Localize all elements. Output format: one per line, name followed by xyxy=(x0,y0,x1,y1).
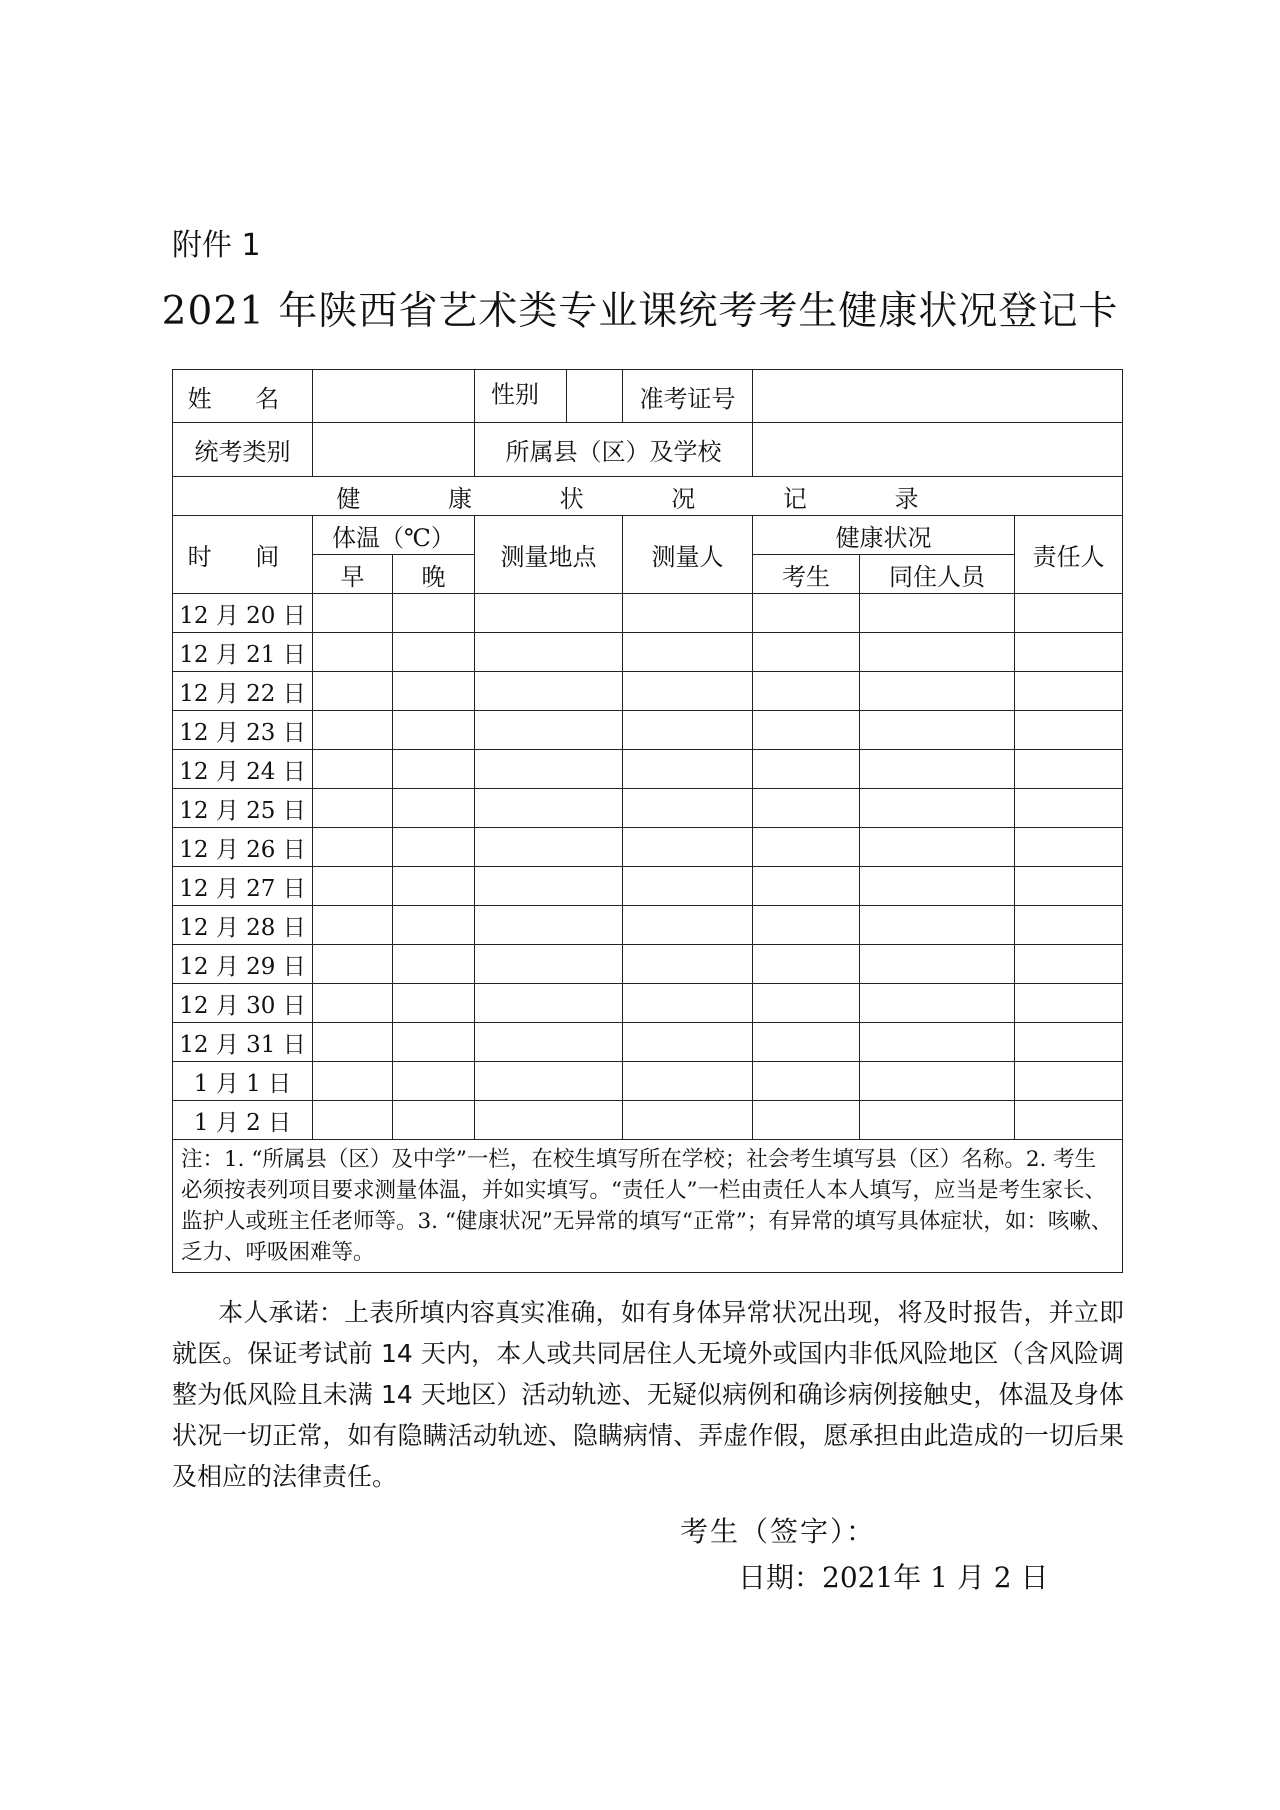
exam-id-field[interactable] xyxy=(753,370,1123,423)
entry-cell[interactable] xyxy=(1015,1062,1123,1101)
entry-cell[interactable] xyxy=(313,789,393,828)
entry-cell[interactable] xyxy=(393,1023,475,1062)
entry-cell[interactable] xyxy=(1015,594,1123,633)
entry-cell[interactable] xyxy=(313,945,393,984)
entry-cell[interactable] xyxy=(475,867,623,906)
entry-cell[interactable] xyxy=(475,945,623,984)
date-cell: 1 月 2 日 xyxy=(173,1101,313,1140)
entry-cell[interactable] xyxy=(1015,1101,1123,1140)
table-row xyxy=(173,750,1123,789)
table-row xyxy=(173,945,1123,984)
date-cell: 12 月 21 日 xyxy=(173,633,313,672)
entry-cell[interactable] xyxy=(313,828,393,867)
entry-cell[interactable] xyxy=(313,711,393,750)
entry-cell[interactable] xyxy=(475,789,623,828)
entry-cell[interactable] xyxy=(313,672,393,711)
date-cell: 12 月 25 日 xyxy=(173,789,313,828)
entry-cell[interactable] xyxy=(393,867,475,906)
entry-cell[interactable] xyxy=(753,1062,860,1101)
entry-cell[interactable] xyxy=(393,1101,475,1140)
entry-cell[interactable] xyxy=(623,945,753,984)
entry-cell[interactable] xyxy=(313,633,393,672)
entry-cell[interactable] xyxy=(753,711,860,750)
entry-cell[interactable] xyxy=(313,1101,393,1140)
date-cell: 12 月 24 日 xyxy=(173,750,313,789)
entry-cell[interactable] xyxy=(860,594,1015,633)
entry-cell[interactable] xyxy=(623,750,753,789)
entry-cell[interactable] xyxy=(393,906,475,945)
entry-cell[interactable] xyxy=(1015,672,1123,711)
measurer-header: 测量人 xyxy=(623,516,753,594)
entry-cell[interactable] xyxy=(860,1062,1015,1101)
entry-cell[interactable] xyxy=(393,594,475,633)
entry-cell[interactable] xyxy=(393,945,475,984)
entry-cell[interactable] xyxy=(860,828,1015,867)
entry-cell[interactable] xyxy=(1015,828,1123,867)
entry-cell[interactable] xyxy=(313,750,393,789)
table-row xyxy=(173,672,1123,711)
entry-cell[interactable] xyxy=(860,1023,1015,1062)
table-row xyxy=(173,984,1123,1023)
entry-cell[interactable] xyxy=(1015,633,1123,672)
entry-cell[interactable] xyxy=(313,1023,393,1062)
entry-cell[interactable] xyxy=(1015,789,1123,828)
morning-header: 早 xyxy=(313,555,393,594)
table-row xyxy=(173,594,1123,633)
entry-cell[interactable] xyxy=(1015,750,1123,789)
entry-cell[interactable] xyxy=(623,1101,753,1140)
entry-cell[interactable] xyxy=(475,750,623,789)
entry-cell[interactable] xyxy=(623,1023,753,1062)
name-label: 姓 名 xyxy=(173,370,313,423)
entry-cell[interactable] xyxy=(753,945,860,984)
entry-cell[interactable] xyxy=(753,1023,860,1062)
table-row xyxy=(173,789,1123,828)
table-row xyxy=(173,828,1123,867)
exam-id-label: 准考证号 xyxy=(623,370,753,423)
entry-cell[interactable] xyxy=(860,1101,1015,1140)
commitment-paragraph xyxy=(172,1292,1124,1497)
entry-cell[interactable] xyxy=(393,633,475,672)
entry-cell[interactable] xyxy=(623,984,753,1023)
entry-cell[interactable] xyxy=(475,633,623,672)
signature-date: 日期：2021年 1 月 2 日 xyxy=(738,1561,1049,1594)
school-label: 所属县（区）及学校 xyxy=(475,423,753,477)
entry-cell[interactable] xyxy=(313,867,393,906)
table-row xyxy=(173,1023,1123,1062)
entry-cell[interactable] xyxy=(393,828,475,867)
entry-cell[interactable] xyxy=(393,672,475,711)
date-cell: 12 月 20 日 xyxy=(173,594,313,633)
entry-cell[interactable] xyxy=(393,750,475,789)
location-header: 测量地点 xyxy=(475,516,623,594)
date-cell: 12 月 27 日 xyxy=(173,867,313,906)
health-registration-table xyxy=(172,369,1123,1273)
date-cell: 12 月 22 日 xyxy=(173,672,313,711)
entry-cell[interactable] xyxy=(393,1062,475,1101)
temperature-header: 体温（℃） xyxy=(313,516,475,555)
entry-cell[interactable] xyxy=(753,750,860,789)
entry-cell[interactable] xyxy=(1015,984,1123,1023)
entry-cell[interactable] xyxy=(623,672,753,711)
entry-cell[interactable] xyxy=(393,711,475,750)
cohabitants-header: 同住人员 xyxy=(860,555,1015,594)
date-cell: 1 月 1 日 xyxy=(173,1062,313,1101)
responsible-header: 责任人 xyxy=(1015,516,1123,594)
entry-cell[interactable] xyxy=(393,984,475,1023)
name-field[interactable] xyxy=(313,370,475,423)
entry-cell[interactable] xyxy=(860,750,1015,789)
entry-cell[interactable] xyxy=(753,789,860,828)
attachment-label: 附件 1 xyxy=(172,228,261,263)
entry-cell[interactable] xyxy=(860,867,1015,906)
entry-cell[interactable] xyxy=(313,594,393,633)
entry-cell[interactable] xyxy=(623,828,753,867)
entry-cell[interactable] xyxy=(753,594,860,633)
entry-cell[interactable] xyxy=(475,1062,623,1101)
table-row xyxy=(173,1101,1123,1140)
table-row xyxy=(173,867,1123,906)
date-cell: 12 月 30 日 xyxy=(173,984,313,1023)
entry-cell[interactable] xyxy=(475,906,623,945)
commitment-text: 本人承诺：上表所填内容真实准确，如有身体异常状况出现，将及时报告，并立即就医。保证考试前 14 天内，本人或共同居住人无境外或国内非低风险地区（含风险调整为低风险且未满 14 天地区）活动轨迹、无疑似病例和确诊病例接触史，体温及身体状况一切正常，如有隐瞒活动轨迹、隐瞒病情、弄虚作假，愿承担由此造成的一切后果及相应的法律责任。 xyxy=(172,1298,1124,1491)
entry-cell[interactable] xyxy=(475,672,623,711)
entry-cell[interactable] xyxy=(475,984,623,1023)
table-note: 注：1. “所属县（区）及中学”一栏，在校生填写所在学校；社会考生填写县（区）名称。2. 考生必须按表列项目要求测量体温，并如实填写。“责任人”一栏由责任人本人填写，应当是考生家长、监护人或班主任老师等。3. “健康状况”无异常的填写“正常”；有异常的填写具体症状，如：咳嗽、乏力、呼吸困难等。 xyxy=(173,1140,1123,1273)
entry-cell[interactable] xyxy=(475,1101,623,1140)
school-field[interactable] xyxy=(753,423,1123,477)
page-title: 2021 年陕西省艺术类专业课统考考生健康状况登记卡 xyxy=(161,289,1119,334)
entry-cell[interactable] xyxy=(1015,906,1123,945)
date-cell: 12 月 26 日 xyxy=(173,828,313,867)
gender-label: 性别 xyxy=(475,370,623,423)
entry-cell[interactable] xyxy=(623,906,753,945)
table-row xyxy=(173,633,1123,672)
entry-cell[interactable] xyxy=(860,906,1015,945)
entry-cell[interactable] xyxy=(753,633,860,672)
entry-cell[interactable] xyxy=(753,906,860,945)
category-label: 统考类别 xyxy=(173,423,313,477)
entry-cell[interactable] xyxy=(393,789,475,828)
date-cell: 12 月 23 日 xyxy=(173,711,313,750)
entry-cell[interactable] xyxy=(860,984,1015,1023)
entry-cell[interactable] xyxy=(1015,945,1123,984)
entry-cell[interactable] xyxy=(623,1062,753,1101)
entry-cell[interactable] xyxy=(313,1062,393,1101)
table-row xyxy=(173,1062,1123,1101)
entry-cell[interactable] xyxy=(1015,867,1123,906)
entry-cell[interactable] xyxy=(753,867,860,906)
entry-cell[interactable] xyxy=(1015,1023,1123,1062)
health-header: 健康状况 xyxy=(753,516,1015,555)
entry-cell[interactable] xyxy=(860,633,1015,672)
entry-cell[interactable] xyxy=(860,945,1015,984)
entry-cell[interactable] xyxy=(1015,711,1123,750)
table-row xyxy=(173,711,1123,750)
evening-header: 晚 xyxy=(393,555,475,594)
entry-cell[interactable] xyxy=(475,594,623,633)
entry-cell[interactable] xyxy=(860,711,1015,750)
entry-cell[interactable] xyxy=(860,672,1015,711)
entry-cell[interactable] xyxy=(623,594,753,633)
category-field[interactable] xyxy=(313,423,475,477)
section-title: 健 康 状 况 记 录 xyxy=(173,477,1123,516)
entry-cell[interactable] xyxy=(313,984,393,1023)
entry-cell[interactable] xyxy=(753,984,860,1023)
entry-cell[interactable] xyxy=(475,711,623,750)
date-cell: 12 月 29 日 xyxy=(173,945,313,984)
entry-cell[interactable] xyxy=(753,672,860,711)
entry-cell[interactable] xyxy=(313,906,393,945)
entry-cell[interactable] xyxy=(623,789,753,828)
entry-cell[interactable] xyxy=(623,711,753,750)
candidate-header: 考生 xyxy=(753,555,860,594)
entry-cell[interactable] xyxy=(623,633,753,672)
entry-cell[interactable] xyxy=(623,867,753,906)
entry-cell[interactable] xyxy=(475,1023,623,1062)
signature-label: 考生（签字）： xyxy=(680,1515,877,1548)
date-cell: 12 月 31 日 xyxy=(173,1023,313,1062)
time-header: 时 间 xyxy=(173,516,313,594)
entry-cell[interactable] xyxy=(753,828,860,867)
table-row xyxy=(173,906,1123,945)
entry-cell[interactable] xyxy=(753,1101,860,1140)
entry-cell[interactable] xyxy=(860,789,1015,828)
date-cell: 12 月 28 日 xyxy=(173,906,313,945)
entry-cell[interactable] xyxy=(475,828,623,867)
